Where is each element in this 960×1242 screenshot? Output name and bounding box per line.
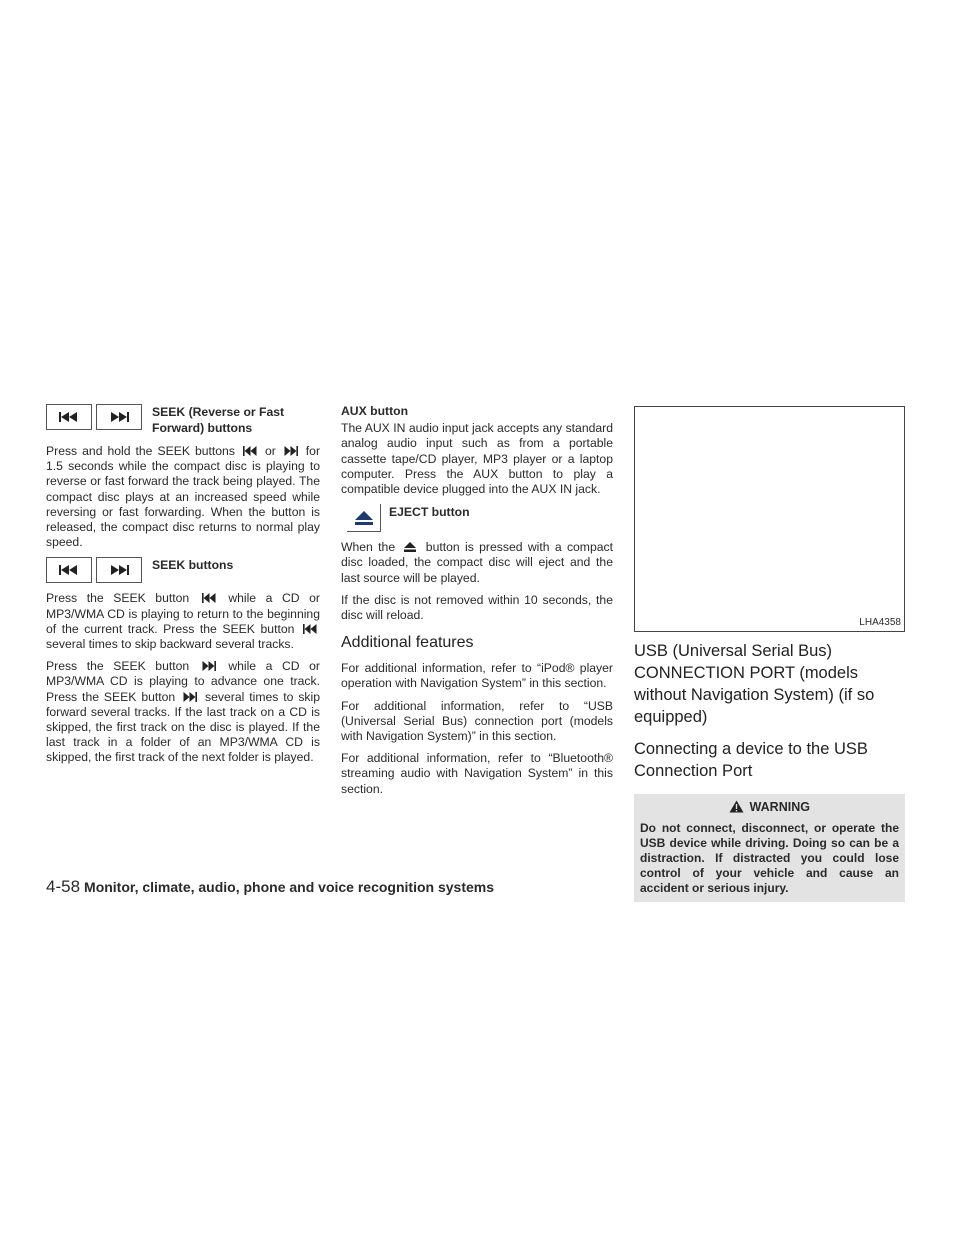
- eject-paragraph-2: If the disc is not removed within 10 seconds, the disc will reload.: [341, 592, 613, 623]
- seek-title: SEEK buttons: [152, 558, 234, 573]
- skip-forward-icon: [183, 692, 197, 702]
- eject-icon: [347, 504, 381, 532]
- skip-back-icon: [303, 624, 317, 634]
- column-middle: [341, 404, 613, 804]
- figure-code: LHA4358: [859, 616, 901, 628]
- skip-back-icon: [243, 446, 257, 456]
- eject-icon: [403, 542, 417, 552]
- additional-paragraph-3: For additional information, refer to “Bluetooth® streaming audio with Navigation System” in this section.: [341, 751, 613, 796]
- chapter-title: Monitor, climate, audio, phone and voice recognition systems: [84, 879, 494, 895]
- page-number: 4-58: [46, 877, 81, 896]
- warning-text: Do not connect, disconnect, or operate the USB device while driving. Doing so can be a distraction. If distracted you could lose control of your vehicle and cause an accident or serious injury.: [640, 821, 899, 896]
- warning-heading: WARNING: [640, 800, 899, 815]
- skip-forward-icon: [96, 557, 142, 583]
- additional-paragraph-2: For additional information, refer to “USB (Universal Serial Bus) connection port (models with Navigation System)” in this section.: [341, 698, 613, 744]
- warning-triangle-icon: [729, 800, 744, 813]
- usb-section-title: USB (Universal Serial Bus) CONNECTION PORT (models without Navigation System) (if so equipped): [634, 642, 875, 726]
- connecting-device-title: Connecting a device to the USB Connection Port: [634, 740, 868, 780]
- column-right: [634, 406, 905, 902]
- seek-rev-fwd-paragraph: Press and hold the SEEK buttons or for 1.5 seconds while the compact disc is playing to reverse or fast forward the track being played. The compact disc plays at an increased speed while reversing or fast forwarding. When the button is released, the compact disc returns to normal play speed.: [46, 444, 321, 550]
- seek-button-pair: [46, 557, 146, 583]
- seek-paragraph-1: Press the SEEK button while a CD or MP3/WMA CD is playing to return to the beginning of the current track. Press the SEEK button several times to skip backward several tracks.: [46, 591, 320, 652]
- eject-heading: [341, 504, 613, 532]
- seek-rev-fwd-heading: [46, 404, 320, 436]
- usb-port-figure: [634, 406, 905, 632]
- skip-back-icon: [202, 593, 216, 603]
- skip-forward-icon: [202, 661, 216, 671]
- column-left: [46, 404, 320, 773]
- eject-title: EJECT button: [389, 505, 470, 520]
- additional-paragraph-1: For additional information, refer to “iPod® player operation with Navigation System” in this section.: [341, 661, 613, 691]
- skip-forward-icon: [96, 404, 142, 430]
- seek-rev-fwd-title: SEEK (Reverse or Fast Forward) buttons: [152, 405, 285, 435]
- aux-paragraph: The AUX IN audio input jack accepts any standard analog audio input such as from a portable cassette tape/CD player, MP3 player or a laptop computer. Press the AUX button to play a compatible device plugged into the AUX IN jack.: [341, 421, 613, 497]
- seek-heading: [46, 557, 320, 583]
- additional-features-title: Additional features: [341, 634, 474, 652]
- seek-button-pair: [46, 404, 146, 430]
- skip-forward-icon: [284, 446, 298, 456]
- seek-paragraph-2: Press the SEEK button while a CD or MP3/WMA CD is playing to advance one track. Press the SEEK button several times to skip forward several tracks. If the last track on a CD is skipped, the first track on the disc is played. If the last track in a folder of an MP3/WMA CD is skipped, the first track of the next folder is played.: [46, 659, 320, 765]
- skip-back-icon: [46, 404, 92, 430]
- aux-title: AUX button: [341, 404, 409, 418]
- page-footer: [46, 877, 494, 897]
- warning-box: [634, 794, 905, 902]
- eject-paragraph-1: When the button is pressed with a compact disc loaded, the compact disc will eject and the last source will be played.: [341, 540, 614, 585]
- skip-back-icon: [46, 557, 92, 583]
